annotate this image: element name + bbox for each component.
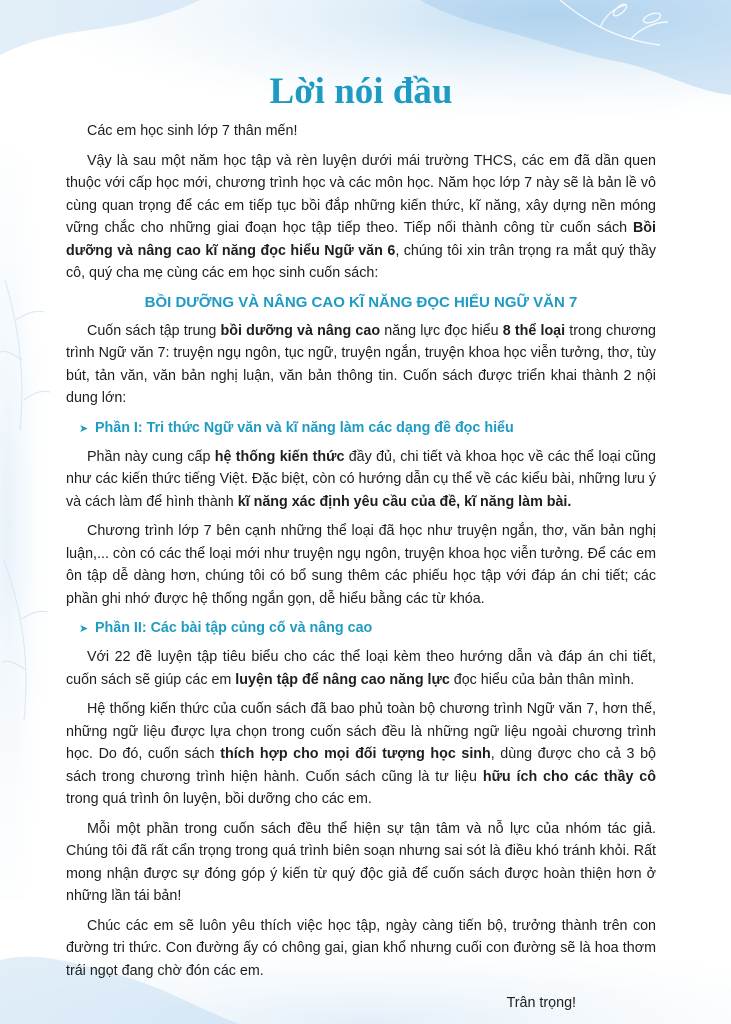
watercolor-left-wash: [0, 150, 70, 900]
part1-text-2: đầy đủ, chi tiết và khoa học về các thể loại cũng như các kiến thức tiếng Việt. Đặc biệt, còn có hướng dẫn cụ thể về các kiểu bài, những lưu ý và cách làm để hình thành: [66, 448, 656, 510]
paragraph-focus: [66, 320, 656, 410]
paragraph-program: Chương trình lớp 7 bên cạnh những thể loại đã học như truyện ngắn, thơ, văn bản nghị luận,... còn có các thể loại mới như truyện ngụ ngôn, truyện khoa học viễn tưởng. Để các em ôn tập dễ dàng hơn, chúng tôi có bổ sung thêm các phiếu học tập với đáp án chi tiết; các phần ghi nhớ được hệ thống ngắn gọn, dễ hiểu bằng các từ khóa.: [66, 523, 656, 607]
paragraph-wishes: Chúc các em sẽ luôn yêu thích việc học tập, ngày càng tiến bộ, trưởng thành trên con đường tri thức. Con đường ấy có chông gai, gian khổ nhưng cuối con đường sẽ là hoa thơm trái ngọt đang chờ đón các em.: [66, 917, 656, 979]
focus-text-1: Cuốn sách tập trung: [87, 322, 221, 339]
focus-bold-1: bồi dưỡng và nâng cao: [220, 322, 381, 339]
part2-bold-1: luyện tập để nâng cao năng lực: [235, 671, 450, 688]
book-title-heading: BỒI DƯỠNG VÀ NÂNG CAO KĨ NĂNG ĐỌC HIỂU NGỮ VĂN 7: [144, 293, 578, 311]
greeting: Các em học sinh lớp 7 thân mến!: [87, 123, 298, 139]
paragraph-coverage: [66, 698, 656, 811]
page-title: Lời nói đầu: [269, 71, 453, 112]
signoff: Trân trọng!: [506, 995, 576, 1011]
part-1-label: Phần I: Tri thức Ngữ văn và kĩ năng làm các dạng đề đọc hiểu: [95, 419, 514, 436]
intro-text-2: , chúng tôi xin trân trọng ra mắt quý thầy cô, quý cha mẹ cùng các em học sinh cuốn sách:: [66, 242, 656, 281]
focus-text-2: năng lực đọc hiểu: [380, 322, 503, 339]
part-1-heading: [66, 417, 656, 440]
part-2-heading: [66, 617, 656, 640]
intro-bold-book-6: Bồi dưỡng và nâng cao kĩ năng đọc hiểu Ngữ văn 6: [66, 220, 656, 259]
paragraph-part1: [66, 446, 656, 514]
focus-bold-2: 8 thể loại: [502, 322, 566, 339]
part1-bold-2: kĩ năng xác định yêu cầu của đề, kĩ năng làm bài.: [237, 493, 572, 510]
part1-bold-1: hệ thống kiến thức: [214, 448, 345, 465]
paragraph-intro: [66, 150, 656, 285]
part1-text-1: Phần này cung cấp: [87, 448, 215, 465]
paragraph-part2: [66, 646, 656, 691]
preface-page: [66, 70, 656, 1014]
arrow-bullet-icon: ➤: [79, 623, 89, 635]
part-2-label: Phần II: Các bài tập củng cố và nâng cao: [95, 620, 373, 636]
coverage-text-3: trong quá trình ôn luyện, bồi dưỡng cho các em.: [66, 791, 372, 807]
coverage-bold-2: hữu ích cho các thầy cô: [482, 768, 656, 785]
coverage-bold-1: thích hợp cho mọi đối tượng học sinh: [220, 746, 491, 762]
part2-text-1: Với 22 đề luyện tập tiêu biểu cho các thể loại kèm theo hướng dẫn và đáp án chi tiết, cuốn sách sẽ giúp các em: [66, 649, 656, 688]
part2-text-2: đọc hiểu của bản thân mình.: [449, 671, 635, 688]
coverage-text-1: Hệ thống kiến thức của cuốn sách đã bao phủ toàn bộ chương trình Ngữ văn 7, hơn thế, những ngữ liệu được lựa chọn trong cuốn sách đều là những ngữ liệu ngoài chương trình học. Do đó, cuốn sách: [66, 701, 656, 762]
arrow-bullet-icon: ➤: [79, 422, 89, 435]
focus-text-3: trong chương trình Ngữ văn 7: truyện ngụ ngôn, tục ngữ, truyện ngắn, truyện khoa học viễn tưởng, thơ, tùy bút, tản văn, văn bản nghị luận, văn bản thông tin. Cuốn sách được triển khai thành 2 nội dung lớn:: [66, 322, 656, 406]
coverage-text-2: , dùng được cho cả 3 bộ sách trong chương trình hiện hành. Cuốn sách cũng là tư liệu: [66, 746, 656, 785]
intro-text-1: Vậy là sau một năm học tập và rèn luyện dưới mái trường THCS, các em đã dần quen thuộc với cấp học mới, chương trình học và các môn học. Năm học lớp 7 này sẽ là bản lề vô cùng quan trọng để các em tiếp tục bồi đắp những kiến thức, kĩ năng, xây dựng nền móng vững chắc cho những giai đoạn học tập tiếp theo. Tiếp nối thành công từ cuốn sách: [66, 152, 656, 236]
paragraph-authors: Mỗi một phần trong cuốn sách đều thể hiện sự tận tâm và nỗ lực của nhóm tác giả. Chúng tôi đã rất cẩn trọng trong quá trình biên soạn nhưng sai sót là điều khó tránh khỏi. Rất mong nhận được sự đóng góp ý kiến từ quý độc giả để cuốn sách được hoàn thiện hơn ở những lần tái bản!: [66, 820, 656, 904]
